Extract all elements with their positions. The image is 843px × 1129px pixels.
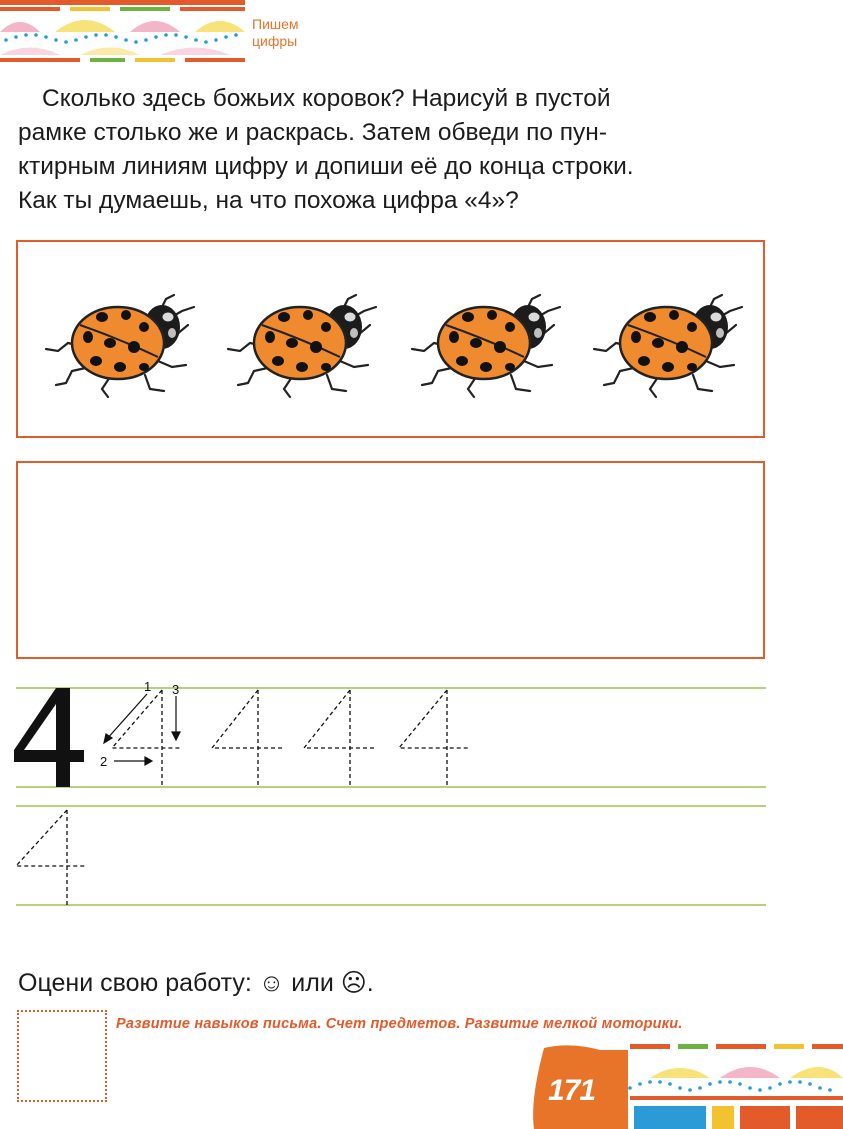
task-line-3: ктирным линиям цифру и допиши её до конца строки. — [18, 153, 634, 180]
sample-digit-four — [14, 688, 84, 787]
task-line-1: Сколько здесь божьих коровок? Нарисуй в пустой — [42, 85, 611, 112]
ladybug-illustration — [588, 285, 748, 405]
task-line-4: Как ты думаешь, на что похожа цифра «4»? — [18, 187, 519, 214]
task-line-2: рамке столько же и раскрась. Затем обведи по пун- — [18, 119, 607, 146]
skills-footer: Развитие навыков письма. Счет предметов. Развитие мелкой моторики. — [116, 1016, 683, 1032]
section-title-line2: цифры — [252, 33, 298, 49]
ladybug-illustration — [222, 285, 382, 405]
section-title-line1: Пишем — [252, 16, 299, 32]
drawing-frame[interactable] — [16, 461, 765, 659]
stroke-label-3: 3 — [172, 682, 180, 697]
ladybug-illustration — [406, 285, 566, 405]
header-ornament — [0, 0, 245, 68]
stroke-label-1: 1 — [144, 679, 152, 694]
tracing-area[interactable] — [0, 670, 843, 920]
page-number: 171 — [548, 1074, 596, 1107]
stroke-label-2: 2 — [100, 754, 108, 769]
task-instructions — [18, 82, 778, 218]
section-title — [252, 16, 299, 50]
ladybug-illustration — [40, 285, 200, 405]
self-assessment-text: Оцени свою работу: ☺ или ☹. — [18, 969, 374, 997]
assessment-box[interactable] — [17, 1010, 107, 1102]
